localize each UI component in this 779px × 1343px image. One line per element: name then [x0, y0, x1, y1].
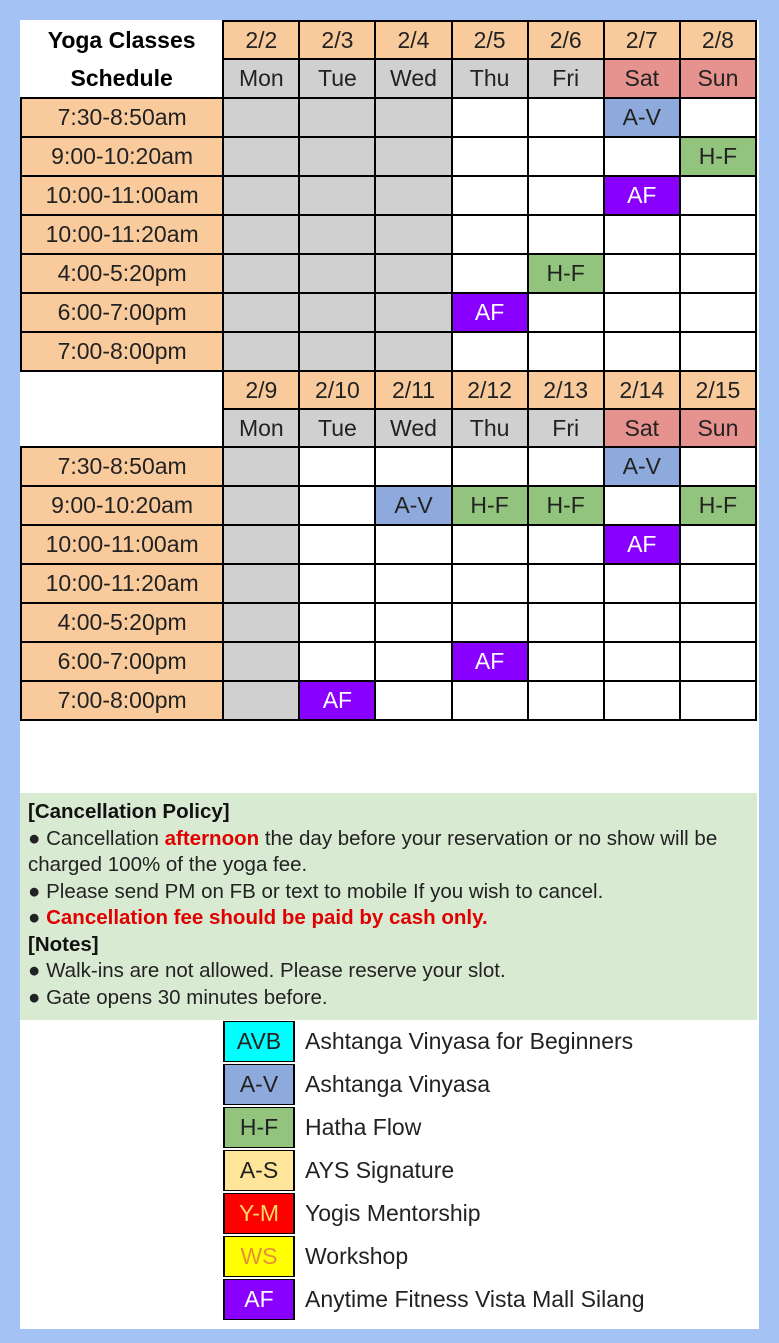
- unavailable-cell: [223, 137, 299, 176]
- bullet-icon: ●: [28, 906, 41, 929]
- notes-heading: [Notes]: [28, 932, 99, 956]
- empty-slot-cell: [452, 332, 528, 371]
- unavailable-cell: [223, 215, 299, 254]
- empty-slot-cell: [452, 447, 528, 486]
- empty-slot-cell: [528, 293, 604, 332]
- time-slot-row: [21, 642, 756, 681]
- legend-code-swatch: WS: [223, 1236, 295, 1277]
- time-slot-row: [21, 215, 756, 254]
- unavailable-cell: [375, 137, 451, 176]
- empty-slot-cell: [528, 447, 604, 486]
- empty-slot-cell: [604, 332, 680, 371]
- empty-slot-cell: [680, 176, 756, 215]
- time-slot-row: [21, 176, 756, 215]
- empty-slot-cell: [375, 603, 451, 642]
- legend-label: Anytime Fitness Vista Mall Silang: [305, 1286, 645, 1312]
- date-cell: 2/8: [680, 21, 756, 59]
- empty-slot-cell: [528, 137, 604, 176]
- time-slot-label: 7:30-8:50am: [21, 98, 223, 137]
- note-item-1: ● Walk-ins are not allowed. Please reserve your slot.: [28, 959, 506, 982]
- class-slot-cell: A-V: [375, 486, 451, 525]
- date-cell: 2/7: [604, 21, 680, 59]
- weekday-cell: Wed: [375, 409, 451, 447]
- time-slot-row: [21, 293, 756, 332]
- empty-slot-cell: [375, 642, 451, 681]
- unavailable-cell: [375, 332, 451, 371]
- unavailable-cell: [375, 215, 451, 254]
- policy-item-1: ● Cancellation afternoon the day before your reservation or no show will be charged 100% of the yoga fee.: [28, 826, 718, 876]
- empty-slot-cell: [680, 681, 756, 720]
- unavailable-cell: [375, 176, 451, 215]
- empty-slot-cell: [604, 215, 680, 254]
- time-slot-label: 10:00-11:20am: [21, 564, 223, 603]
- header-spacer: [21, 409, 223, 447]
- legend-code-swatch: Y-M: [223, 1193, 295, 1234]
- weekday-cell: Thu: [452, 59, 528, 98]
- empty-slot-cell: [604, 681, 680, 720]
- unavailable-cell: [223, 603, 299, 642]
- cancellation-policy-heading: [Cancellation Policy]: [28, 800, 230, 823]
- empty-slot-cell: [452, 254, 528, 293]
- date-cell: 2/9: [223, 371, 299, 409]
- empty-slot-cell: [604, 486, 680, 525]
- weekday-header-row: [21, 59, 756, 98]
- weekday-header-row: [21, 409, 756, 447]
- empty-slot-cell: [299, 447, 375, 486]
- date-cell: 2/4: [375, 21, 451, 59]
- empty-slot-cell: [680, 98, 756, 137]
- unavailable-cell: [223, 447, 299, 486]
- unavailable-cell: [375, 293, 451, 332]
- empty-slot-cell: [680, 332, 756, 371]
- weekday-cell: Mon: [223, 409, 299, 447]
- legend-item: [223, 1063, 703, 1106]
- empty-slot-cell: [299, 603, 375, 642]
- time-slot-label: 6:00-7:00pm: [21, 293, 223, 332]
- legend-item: [223, 1020, 703, 1063]
- legend-item: [223, 1192, 703, 1235]
- legend-label: Workshop: [305, 1243, 409, 1269]
- unavailable-cell: [299, 332, 375, 371]
- weekday-cell: Sun: [680, 59, 756, 98]
- date-header-row: [21, 21, 756, 59]
- weekday-cell: Tue: [299, 409, 375, 447]
- weekday-cell: Fri: [528, 59, 604, 98]
- time-slot-label: 7:00-8:00pm: [21, 332, 223, 371]
- time-slot-label: 10:00-11:00am: [21, 525, 223, 564]
- legend-code-swatch: AVB: [223, 1021, 295, 1062]
- weekday-cell: Sun: [680, 409, 756, 447]
- weekday-cell: Wed: [375, 59, 451, 98]
- empty-slot-cell: [528, 681, 604, 720]
- policy-item-3: ● Cancellation fee should be paid by cash only.: [28, 906, 488, 929]
- time-slot-row: [21, 447, 756, 486]
- unavailable-cell: [223, 293, 299, 332]
- empty-slot-cell: [604, 254, 680, 293]
- unavailable-cell: [299, 137, 375, 176]
- empty-slot-cell: [299, 564, 375, 603]
- weekday-cell: Sat: [604, 409, 680, 447]
- unavailable-cell: [375, 254, 451, 293]
- schedule-sheet: [20, 20, 759, 1329]
- legend-code-swatch: AF: [223, 1279, 295, 1320]
- empty-slot-cell: [604, 642, 680, 681]
- bullet-icon: ●: [28, 985, 41, 1009]
- legend-item: [223, 1235, 703, 1278]
- unavailable-cell: [375, 98, 451, 137]
- empty-slot-cell: [528, 176, 604, 215]
- unavailable-cell: [299, 254, 375, 293]
- empty-slot-cell: [452, 603, 528, 642]
- weekday-cell: Mon: [223, 59, 299, 98]
- class-slot-cell: AF: [452, 642, 528, 681]
- legend-label: Hatha Flow: [305, 1114, 422, 1140]
- class-slot-cell: H-F: [452, 486, 528, 525]
- unavailable-cell: [223, 176, 299, 215]
- unavailable-cell: [223, 98, 299, 137]
- class-slot-cell: H-F: [680, 486, 756, 525]
- empty-slot-cell: [452, 564, 528, 603]
- date-cell: 2/13: [528, 371, 604, 409]
- bullet-icon: ●: [28, 879, 41, 903]
- legend-code-swatch: H-F: [223, 1107, 295, 1148]
- time-slot-label: 6:00-7:00pm: [21, 642, 223, 681]
- date-cell: 2/11: [375, 371, 451, 409]
- class-slot-cell: A-V: [604, 98, 680, 137]
- empty-slot-cell: [375, 564, 451, 603]
- legend-code-swatch: A-S: [223, 1150, 295, 1191]
- date-cell: 2/10: [299, 371, 375, 409]
- class-slot-cell: AF: [604, 176, 680, 215]
- empty-slot-cell: [375, 447, 451, 486]
- empty-slot-cell: [452, 681, 528, 720]
- time-slot-row: [21, 486, 756, 525]
- time-slot-label: 10:00-11:00am: [21, 176, 223, 215]
- empty-slot-cell: [528, 215, 604, 254]
- class-slot-cell: AF: [452, 293, 528, 332]
- time-slot-row: [21, 332, 756, 371]
- empty-slot-cell: [528, 603, 604, 642]
- unavailable-cell: [223, 642, 299, 681]
- legend-item: [223, 1106, 703, 1149]
- schedule-table: [20, 20, 757, 721]
- unavailable-cell: [223, 525, 299, 564]
- date-cell: 2/5: [452, 21, 528, 59]
- time-slot-label: 9:00-10:20am: [21, 486, 223, 525]
- empty-slot-cell: [528, 564, 604, 603]
- empty-slot-cell: [452, 176, 528, 215]
- time-slot-row: [21, 254, 756, 293]
- empty-slot-cell: [604, 564, 680, 603]
- empty-slot-cell: [680, 293, 756, 332]
- empty-slot-cell: [528, 98, 604, 137]
- date-cell: 2/2: [223, 21, 299, 59]
- class-slot-cell: H-F: [528, 254, 604, 293]
- weekday-cell: Thu: [452, 409, 528, 447]
- time-slot-row: [21, 98, 756, 137]
- unavailable-cell: [223, 486, 299, 525]
- empty-slot-cell: [680, 603, 756, 642]
- header-spacer: [21, 371, 223, 409]
- empty-slot-cell: [452, 215, 528, 254]
- empty-slot-cell: [452, 137, 528, 176]
- legend-label: Ashtanga Vinyasa: [305, 1071, 490, 1097]
- class-slot-cell: H-F: [680, 137, 756, 176]
- unavailable-cell: [223, 564, 299, 603]
- empty-slot-cell: [299, 642, 375, 681]
- empty-slot-cell: [299, 525, 375, 564]
- empty-slot-cell: [680, 525, 756, 564]
- time-slot-row: [21, 681, 756, 720]
- empty-slot-cell: [375, 525, 451, 564]
- time-slot-row: [21, 525, 756, 564]
- weekday-cell: Tue: [299, 59, 375, 98]
- time-slot-label: 4:00-5:20pm: [21, 254, 223, 293]
- schedule-title: Yoga Classes: [21, 21, 223, 59]
- time-slot-row: [21, 137, 756, 176]
- schedule-subtitle: Schedule: [21, 59, 223, 98]
- empty-slot-cell: [299, 486, 375, 525]
- class-slot-cell: AF: [604, 525, 680, 564]
- empty-slot-cell: [528, 332, 604, 371]
- empty-slot-cell: [680, 254, 756, 293]
- time-slot-label: 7:30-8:50am: [21, 447, 223, 486]
- empty-slot-cell: [680, 447, 756, 486]
- legend-label: AYS Signature: [305, 1157, 455, 1183]
- unavailable-cell: [299, 176, 375, 215]
- time-slot-label: 10:00-11:20am: [21, 215, 223, 254]
- date-cell: 2/15: [680, 371, 756, 409]
- bullet-icon: ●: [28, 826, 41, 850]
- unavailable-cell: [299, 293, 375, 332]
- empty-slot-cell: [375, 681, 451, 720]
- legend-label: Yogis Mentorship: [305, 1200, 481, 1226]
- empty-slot-cell: [604, 603, 680, 642]
- empty-slot-cell: [452, 98, 528, 137]
- empty-slot-cell: [528, 525, 604, 564]
- unavailable-cell: [299, 215, 375, 254]
- date-header-row: [21, 371, 756, 409]
- legend-item: [223, 1149, 703, 1192]
- date-cell: 2/12: [452, 371, 528, 409]
- policy-section: [20, 793, 757, 1020]
- legend-code-swatch: A-V: [223, 1064, 295, 1105]
- empty-slot-cell: [604, 293, 680, 332]
- date-cell: 2/3: [299, 21, 375, 59]
- empty-slot-cell: [604, 137, 680, 176]
- bullet-icon: ●: [28, 959, 41, 982]
- date-cell: 2/6: [528, 21, 604, 59]
- class-slot-cell: AF: [299, 681, 375, 720]
- empty-slot-cell: [680, 215, 756, 254]
- legend-item: [223, 1278, 703, 1321]
- weekday-cell: Sat: [604, 59, 680, 98]
- empty-slot-cell: [680, 564, 756, 603]
- empty-slot-cell: [452, 525, 528, 564]
- unavailable-cell: [299, 98, 375, 137]
- class-legend: [223, 1020, 703, 1321]
- unavailable-cell: [223, 681, 299, 720]
- time-slot-label: 4:00-5:20pm: [21, 603, 223, 642]
- class-slot-cell: A-V: [604, 447, 680, 486]
- empty-slot-cell: [528, 642, 604, 681]
- weekday-cell: Fri: [528, 409, 604, 447]
- time-slot-row: [21, 603, 756, 642]
- legend-label: Ashtanga Vinyasa for Beginners: [305, 1028, 634, 1054]
- time-slot-label: 7:00-8:00pm: [21, 681, 223, 720]
- time-slot-label: 9:00-10:20am: [21, 137, 223, 176]
- empty-slot-cell: [680, 642, 756, 681]
- unavailable-cell: [223, 332, 299, 371]
- date-cell: 2/14: [604, 371, 680, 409]
- unavailable-cell: [223, 254, 299, 293]
- time-slot-row: [21, 564, 756, 603]
- class-slot-cell: H-F: [528, 486, 604, 525]
- afternoon-highlight: afternoon: [164, 826, 260, 850]
- note-item-2: ● Gate opens 30 minutes before.: [28, 985, 328, 1009]
- policy-item-2: ● Please send PM on FB or text to mobile If you wish to cancel.: [28, 879, 604, 903]
